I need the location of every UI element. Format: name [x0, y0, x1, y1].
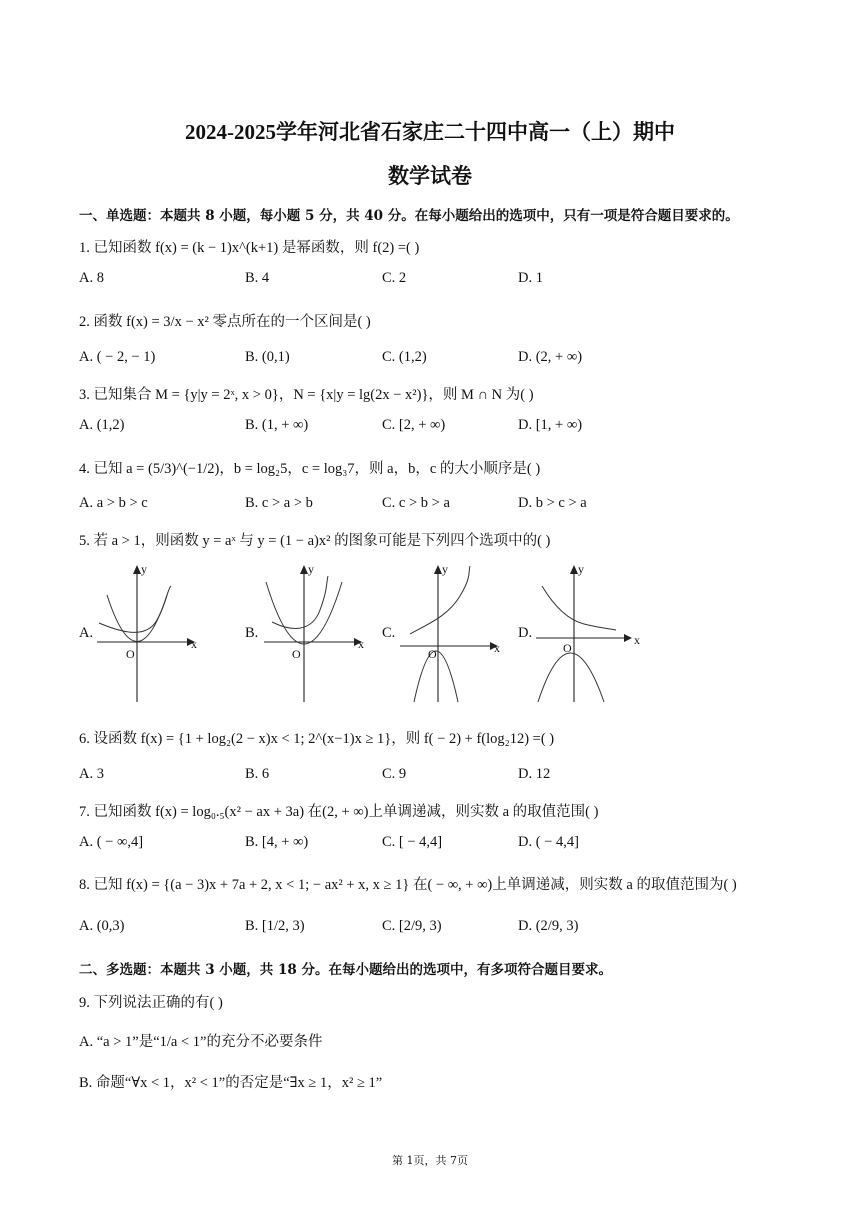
question-2	[79, 310, 371, 331]
question-stem: 1. 已知函数 f(x) = (k − 1)x^(k+1) 是幂函数，则 f(2) =( )	[79, 240, 420, 256]
question-5	[79, 529, 550, 550]
graph-b-y-label: y	[308, 562, 314, 576]
q3-option-b: B. (1, + ∞)	[245, 417, 309, 433]
q5-option-b: B.	[245, 625, 259, 641]
question-4	[79, 457, 540, 478]
graph-c-y-label: y	[442, 562, 448, 576]
question-9	[79, 991, 223, 1012]
q6-option-b: B. 6	[245, 766, 270, 782]
graph-c-x-label: x	[494, 641, 500, 655]
question-stem: 4. 已知 a = (5/3)^(−1/2)，b = log₂5，c = log₃7，则 a，b，c 的大小顺序是( )	[79, 461, 541, 477]
graph-b-origin-label: O	[292, 647, 301, 661]
graph-a-x-label: x	[191, 637, 197, 651]
question-stem: 9. 下列说法正确的有( )	[79, 995, 223, 1011]
question-stem: 7. 已知函数 f(x) = log₀.₅(x² − ax + 3a) 在(2, + ∞)上单调递减，则实数 a 的取值范围( )	[79, 804, 599, 820]
graph-a-origin-label: O	[126, 647, 135, 661]
graph-d-origin-label: O	[563, 641, 572, 655]
q9-option-b: B. 命题“∀x < 1，x² < 1”的否定是“∃x ≥ 1，x² ≥ 1”	[79, 1075, 383, 1091]
graph-d-x-label: x	[634, 633, 640, 647]
graph-c	[398, 560, 508, 705]
q7-option-a: A. ( − ∞,4]	[79, 834, 144, 850]
q4-option-d: D. b > c > a	[518, 495, 587, 511]
q8-option-a: A. (0,3)	[79, 918, 125, 934]
question-6	[79, 727, 554, 748]
q3-option-a: A. (1,2)	[79, 417, 125, 433]
question-1	[79, 236, 419, 257]
q2-option-a: A. ( − 2, − 1)	[79, 349, 156, 365]
q1-option-a: A. 8	[79, 270, 104, 286]
q5-option-c: C.	[382, 625, 396, 641]
q8-option-c: C. [2/9, 3)	[382, 918, 442, 934]
question-3	[79, 383, 534, 404]
q4-option-c: C. c > b > a	[382, 495, 450, 511]
q6-option-c: C. 9	[382, 766, 407, 782]
question-8	[79, 873, 737, 894]
paper-subtitle: 数学试卷	[388, 164, 472, 188]
graph-b	[262, 560, 372, 705]
q2-option-b: B. (0,1)	[245, 349, 290, 365]
q3-option-c: C. [2, + ∞)	[382, 417, 446, 433]
q7-option-d: D. ( − 4,4]	[518, 834, 579, 850]
section-heading-multiple-choice: 二、多选题：本题共 3 小题，共 18 分。在每小题给出的选项中，有多项符合题目要求。	[79, 962, 612, 978]
question-7	[79, 800, 598, 821]
question-stem: 2. 函数 f(x) = 3/x − x² 零点所在的一个区间是( )	[79, 314, 371, 330]
q4-option-a: A. a > b > c	[79, 495, 148, 511]
page-footer: 第 1页，共 7页	[392, 1154, 468, 1167]
question-stem: 5. 若 a > 1，则函数 y = aˣ 与 y = (1 − a)x² 的图象可能是下列四个选项中的( )	[79, 533, 551, 549]
section-heading-single-choice: 一、单选题：本题共 8 小题，每小题 5 分，共 40 分。在每小题给出的选项中，只有一项是符合题目要求的。	[79, 208, 739, 224]
q4-option-b: B. c > a > b	[245, 495, 313, 511]
graph-a	[95, 560, 205, 705]
q6-option-a: A. 3	[79, 766, 104, 782]
q7-option-b: B. [4, + ∞)	[245, 834, 309, 850]
q5-option-d: D.	[518, 625, 533, 641]
q2-option-d: D. (2, + ∞)	[518, 349, 583, 365]
q1-option-b: B. 4	[245, 270, 270, 286]
graph-d-y-label: y	[578, 562, 584, 576]
graph-b-x-label: x	[358, 637, 364, 651]
q1-option-d: D. 1	[518, 270, 543, 286]
graph-c-origin-label: O	[428, 647, 437, 661]
graph-d	[534, 560, 644, 705]
q3-option-d: D. [1, + ∞)	[518, 417, 583, 433]
q2-option-c: C. (1,2)	[382, 349, 427, 365]
q8-option-b: B. [1/2, 3)	[245, 918, 305, 934]
q7-option-c: C. [ − 4,4]	[382, 834, 443, 850]
q8-option-d: D. (2/9, 3)	[518, 918, 579, 934]
q5-option-a: A.	[79, 625, 94, 641]
question-stem: 8. 已知 f(x) = {(a − 3)x + 7a + 2, x < 1; − ax² + x, x ≥ 1} 在( − ∞, + ∞)上单调递减，则实数 a 的取值范围为( )	[79, 877, 737, 893]
q9-option-a: A. “a > 1”是“1/a < 1”的充分不必要条件	[79, 1034, 323, 1050]
q1-option-c: C. 2	[382, 270, 407, 286]
question-stem: 3. 已知集合 M = {y|y = 2ˣ, x > 0}，N = {x|y = lg(2x − x²)}，则 M ∩ N 为( )	[79, 387, 534, 403]
q6-option-d: D. 12	[518, 766, 551, 782]
question-stem: 6. 设函数 f(x) = {1 + log₂(2 − x)x < 1; 2^(x−1)x ≥ 1}，则 f( − 2) + f(log₂12) =( )	[79, 731, 555, 747]
paper-title: 2024-2025学年河北省石家庄二十四中高一（上）期中	[185, 120, 675, 144]
graph-a-y-label: y	[141, 562, 147, 576]
